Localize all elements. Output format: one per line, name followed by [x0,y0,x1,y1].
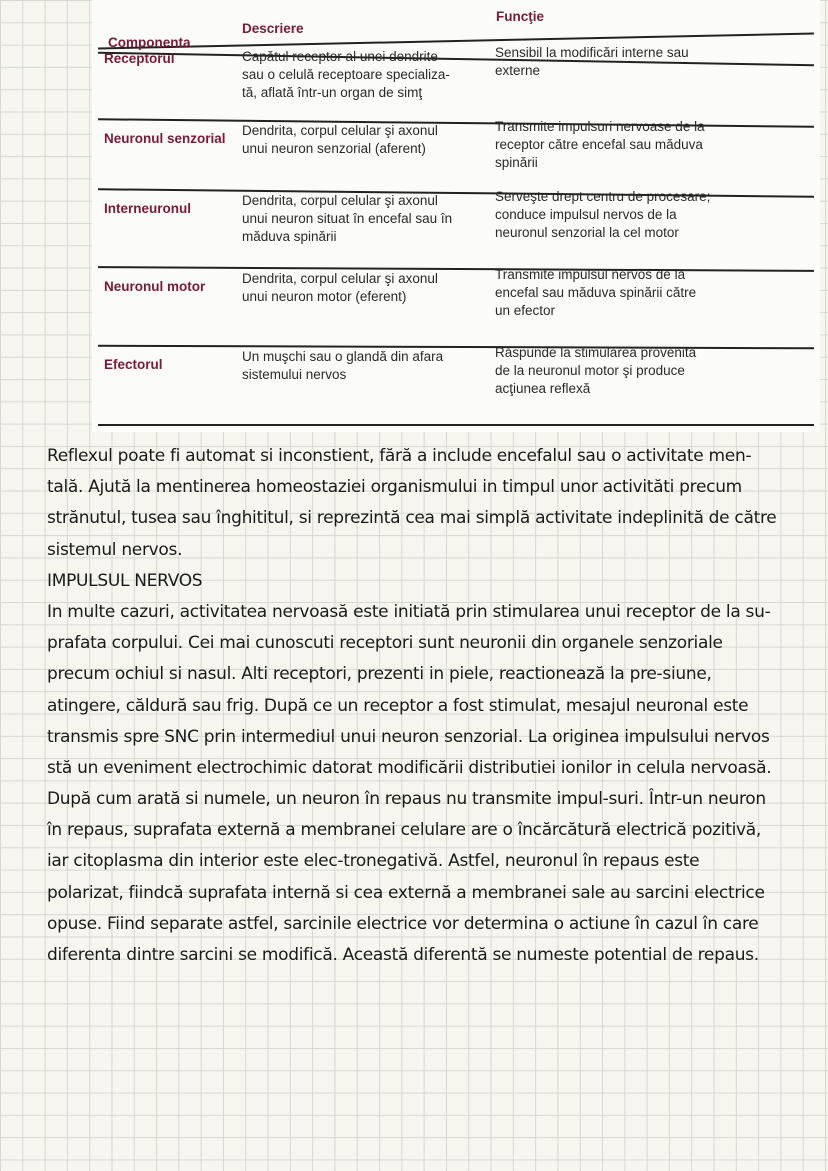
table-rule [98,33,814,50]
row-component: Neuronul motor [104,279,206,294]
row-function-line: Răspunde la stimularea provenită [495,345,697,360]
notes-line: strănutul, tusea sau înghititul, si reprezintă cea mai simplă activitate indeplinită de către [47,508,777,529]
notes-line: prafata corpului. Cei mai cunoscuti receptori sunt neuronii din organele senzoriale [47,633,723,654]
notes-line: diferenta dintre sarcini se modifică. Această diferentă se numeste potential de repaus. [47,945,759,965]
table-photo [92,0,820,432]
table-rule [98,345,814,349]
row-function-line: Transmite impulsul nervos de la [495,267,686,282]
table-rule [98,118,814,127]
header-component: Componenta [108,35,191,50]
row-function-line: Transmite impulsuri nervoase de la [495,119,705,134]
row-description-line: unui neuron motor (eferent) [242,289,407,304]
notes-text [47,441,822,971]
notes-line: In multe cazuri, activitatea nervoasă este initiată prin stimularea unui receptor de la su- [47,601,771,622]
row-component: Neuronul senzorial [104,131,226,146]
notes-line: sistemul nervos. [47,539,183,560]
header-function: Funcţie [496,9,545,24]
notes-line: iar citoplasma din interior este elec-tronegativă. Astfel, neuronul în repaus este [47,851,700,872]
row-function-line: spinării [495,155,538,170]
row-description-line: Un muşchi sau o glandă din afara [242,349,444,364]
notes-line: atingere, căldură sau frig. După ce un receptor a fost stimulat, mesajul neuronal este [47,695,749,716]
row-function-line: de la neuronul motor şi produce [495,363,685,378]
notes-line: Reflexul poate fi automat si inconstient, fără a include encefalul sau o activitate men- [47,446,752,466]
row-function-line: encefal sau măduva spinării către [495,285,697,300]
notes-line: tală. Ajută la mentinerea homeostaziei organismului in timpul unor activităti precum [47,477,742,498]
row-function-line: un efector [495,303,556,318]
row-component: Efectorul [104,357,163,372]
row-function-line: Sensibil la modificări interne sau [495,45,689,60]
notes-line: precum ochiul si nasul. Alti receptori, prezenti in piele, reactionează la pre-siune, [47,664,712,685]
row-description-line: Capătul receptor al unei dendrite [242,49,438,64]
row-description-line: Dendrita, corpul celular şi axonul [242,193,438,208]
table-rule [98,266,814,272]
row-function-line: acţiunea reflexă [495,381,591,396]
notes-line: în repaus, suprafata externă a membranei celulare are o încărcătură electrică pozitivă, [47,820,761,841]
row-function-line: neuronul senzorial la cel motor [495,225,679,240]
notes-line: opuse. Fiind separate astfel, sarcinile electrice vor determina o actiune în cazul în care [47,913,759,934]
row-description-line: unui neuron senzorial (aferent) [242,141,426,156]
row-description-line: sistemului nervos [242,367,347,382]
notes-line: polarizat, fiindcă suprafata internă si cea externă a membranei sale au sarcini electrice [47,882,765,903]
row-description-line: sau o celulă receptoare specializa- [242,67,450,82]
notes-line: transmis spre SNC prin intermediul unui neuron senzorial. La originea impulsului nervos [47,726,770,747]
notes-line: stă un eveniment electrochimic datorat modificării distributiei ionilor in celula nervoasă. [47,757,772,778]
row-description-line: măduva spinării [242,229,337,244]
row-function-line: receptor către encefal sau măduva [495,137,703,152]
section-heading: IMPULSUL NERVOS [47,570,203,591]
row-function-line: externe [495,63,541,78]
header-description: Descriere [242,21,304,36]
row-component: Receptorul [104,51,175,66]
table-rule [98,424,814,426]
row-function-line: Serveşte drept centru de procesare; [495,189,711,204]
row-component: Interneuronul [104,201,191,216]
row-description-line: unui neuron situat în encefal sau în [242,211,453,226]
row-description-line: Dendrita, corpul celular şi axonul [242,123,438,138]
table-rule [98,52,814,66]
row-description-line: tă, aflată într-un organ de simţ [242,85,423,100]
row-description-line: Dendrita, corpul celular şi axonul [242,271,438,286]
row-function-line: conduce impulsul nervos de la [495,207,677,222]
notes-line: După cum arată si numele, un neuron în repaus nu transmite impul-suri. Într-un neuron [47,789,766,810]
